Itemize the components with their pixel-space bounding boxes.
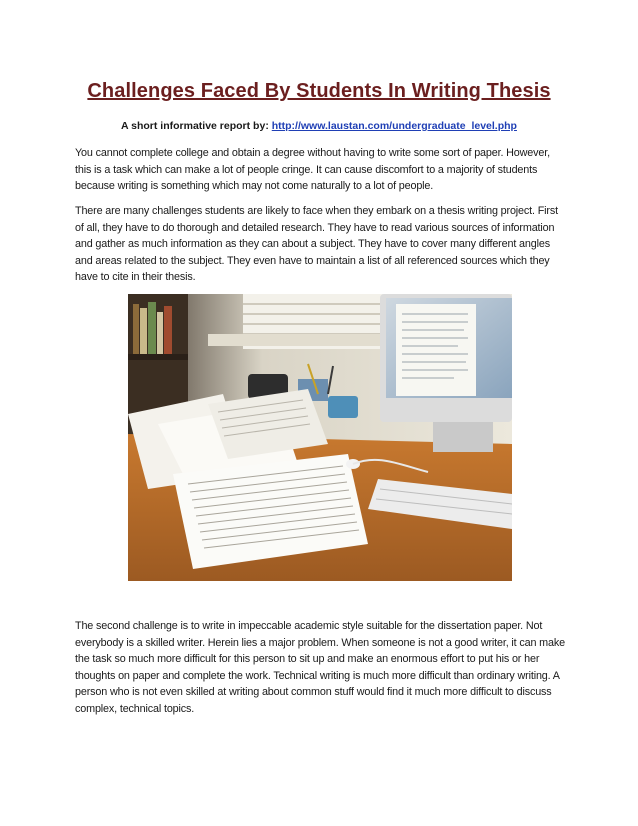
desk-photo [128,294,512,581]
attribution-label: A short informative report by: [121,120,272,132]
paragraph-research-challenge: There are many challenges students are likely to face when they embark on a thesis writing project. First of all, they have to do thorough and detailed research. They have to read various sources of information and gather as much information as they can about a subject. They have to cover many different angles and areas related to the subject. They even have to maintain a list of all referenced sources which they have to cite in their thesis. [75,205,558,283]
paragraph-writing-style-challenge: The second challenge is to write in impeccable academic style suitable for the dissertation paper. Not everybody is a skilled writer. Herein lies a major problem. When someone is not a good writer, it can make the task so much more difficult for this person to sit up and make an enormous effort to put his or her thoughts on paper and complete the work. Technical writing is much more difficult than ordinary writing. A person who is not even skilled at writing about common stuff would find it much more difficult to discuss complex, technical topics. [75,620,565,715]
paragraph-intro: You cannot complete college and obtain a degree without having to write some sort of paper. However, this is a task which can make a lot of people cringe. It can cause discomfort to a majority of students because writing is something which may not come naturally to a lot of people. [75,147,550,192]
page-title: Challenges Faced By Students In Writing Thesis [87,80,551,102]
report-attribution [0,120,638,132]
source-link[interactable]: http://www.laustan.com/undergraduate_level.php [271,120,517,132]
